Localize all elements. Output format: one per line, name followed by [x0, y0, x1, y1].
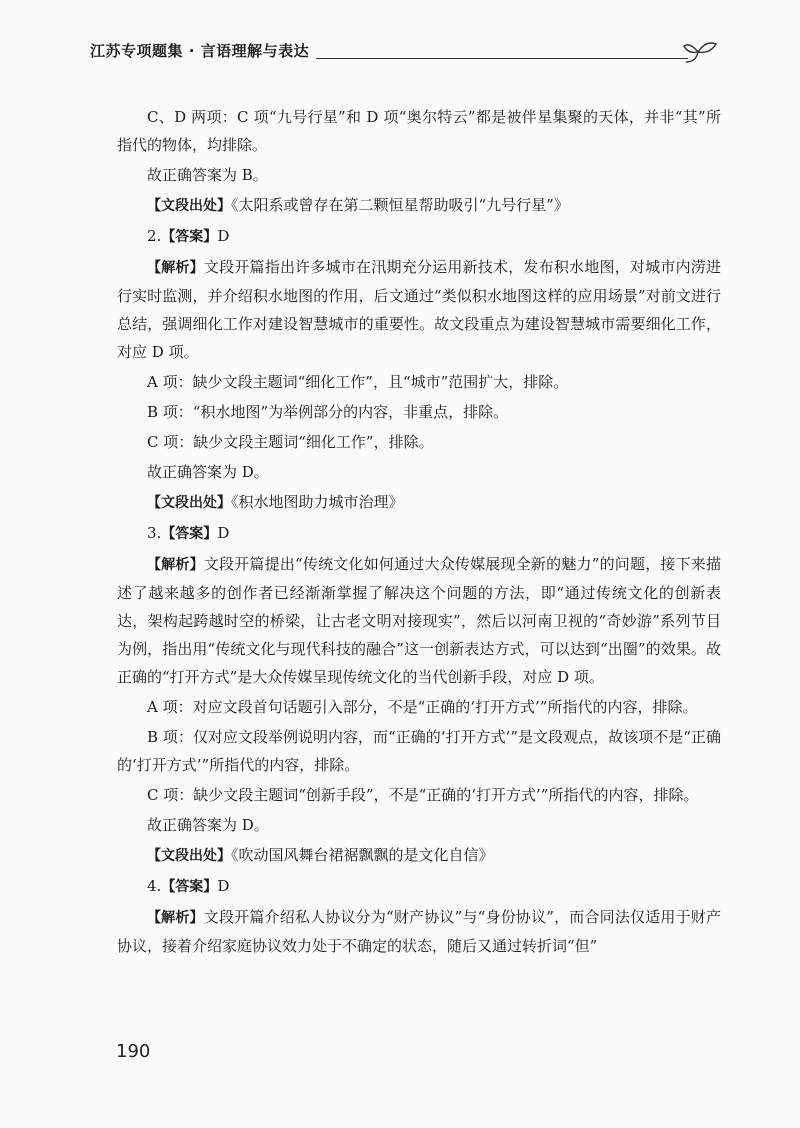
paragraph: [117, 103, 721, 159]
paragraph: [117, 781, 721, 809]
header-title: 江苏专项题集 · 言语理解与表达: [90, 42, 310, 60]
paragraph-text: 文段开篇提出“传统文化如何通过大众传媒展现全新的魅力”的问题，接下来描述了越来越多的创作者已经渐渐掌握了解决这个问题的方法，即“通过传统文化的创新表达，架构起跨越时空的桥梁，让古老文明对接现实”，然后以河南卫视的“奇妙游”系列节目为例，指出用“传统文化与现代科技的融合”这一创新表达方式，可以达到“出圈”的效果。故正确的“打开方式”是大众传媒呈现传统文化的当代创新手段，对应 D 项。: [117, 555, 722, 686]
paragraph: [117, 222, 721, 251]
paragraph: [117, 488, 721, 517]
paragraph-text: C 项：缺少文段主题词“细化工作”，排除。: [147, 433, 434, 451]
section-label: 【解析】: [147, 557, 204, 573]
paragraph: [117, 903, 721, 960]
paragraph-text: 文段开篇指出许多城市在汛期充分运用新技术，发布积水地图，对城市内涝进行实时监测，并介绍积水地图的作用，后文通过“类似积水地图这样的应用场景”对前文进行总结，强调细化工作对建设智慧城市的重要性。故文段重点为建设智慧城市需要细化工作，对应 D 项。: [117, 258, 721, 361]
paragraph: [117, 872, 721, 901]
section-label: 【答案】: [161, 526, 218, 542]
section-label: 【文段出处】: [147, 848, 231, 864]
section-label: 【解析】: [147, 910, 204, 926]
paragraph-text: D: [217, 524, 230, 542]
paragraph-text: 《吹动国风舞台裙裾飘飘的是文化自信》: [231, 846, 494, 864]
paragraph: [117, 161, 721, 189]
paragraph: [117, 458, 721, 486]
paragraph: [117, 693, 721, 721]
paragraph-text: 文段开篇介绍私人协议分为“财产协议”与“身份协议”，而合同法仅适用于财产协议，接着介绍家庭协议效力处于不确定的状态，随后又通过转折词“但”: [117, 908, 721, 955]
paragraph-text: D: [217, 227, 230, 245]
paragraph-text: C、D 两项：C 项“九号行星”和 D 项“奥尔特云”都是被伴星集聚的天体，并非“其”所指代的物体，均排除。: [117, 108, 721, 154]
paragraph-text: C 项：缺少文段主题词“创新手段”，不是“正确的‘打开方式’”所指代的内容，排除。: [147, 786, 699, 804]
paragraph: [117, 841, 721, 870]
paragraph: [117, 191, 721, 220]
paragraph-text: 《积水地图助力城市治理》: [231, 493, 404, 511]
paragraph-text: B 项：“积水地图”为举例部分的内容，非重点，排除。: [147, 403, 509, 421]
question-number: 3.: [147, 524, 162, 542]
paragraph: [117, 811, 721, 839]
paragraph-text: A 项：对应文段首句话题引入部分，不是“正确的‘打开方式’”所指代的内容，排除。: [147, 698, 698, 716]
section-label: 【答案】: [161, 229, 218, 245]
paragraph: [117, 368, 721, 396]
section-label: 【文段出处】: [147, 198, 231, 214]
question-number: 4.: [147, 877, 162, 895]
section-label: 【文段出处】: [147, 495, 231, 511]
paragraph: [117, 398, 721, 426]
paragraph: [117, 428, 721, 456]
header-rule: [316, 58, 688, 59]
question-number: 2.: [147, 227, 162, 245]
paragraph: [117, 253, 721, 366]
running-header: [76, 38, 722, 72]
paragraph-text: A 项：缺少文段主题词“细化工作”，且“城市”范围扩大，排除。: [147, 373, 569, 391]
paragraph-text: 《太阳系或曾存在第二颗恒星帮助吸引“九号行星”》: [231, 196, 569, 214]
paragraph: [117, 550, 721, 691]
paragraph: [117, 519, 721, 548]
section-label: 【答案】: [161, 879, 218, 895]
sprout-icon: [680, 38, 720, 68]
paragraph-text: D: [217, 877, 230, 895]
page-number: 190: [116, 1041, 151, 1062]
paragraph-text: 故正确答案为 D。: [147, 463, 269, 481]
paragraph-text: 故正确答案为 B。: [147, 166, 268, 184]
answer-explanations: [117, 103, 721, 962]
paragraph-text: B 项：仅对应文段举例说明内容，而“正确的‘打开方式’”是文段观点，故该项不是“正确的‘打开方式’”所指代的内容，排除。: [117, 728, 721, 774]
paragraph-text: 故正确答案为 D。: [147, 816, 269, 834]
paragraph: [117, 723, 721, 779]
section-label: 【解析】: [147, 260, 204, 276]
